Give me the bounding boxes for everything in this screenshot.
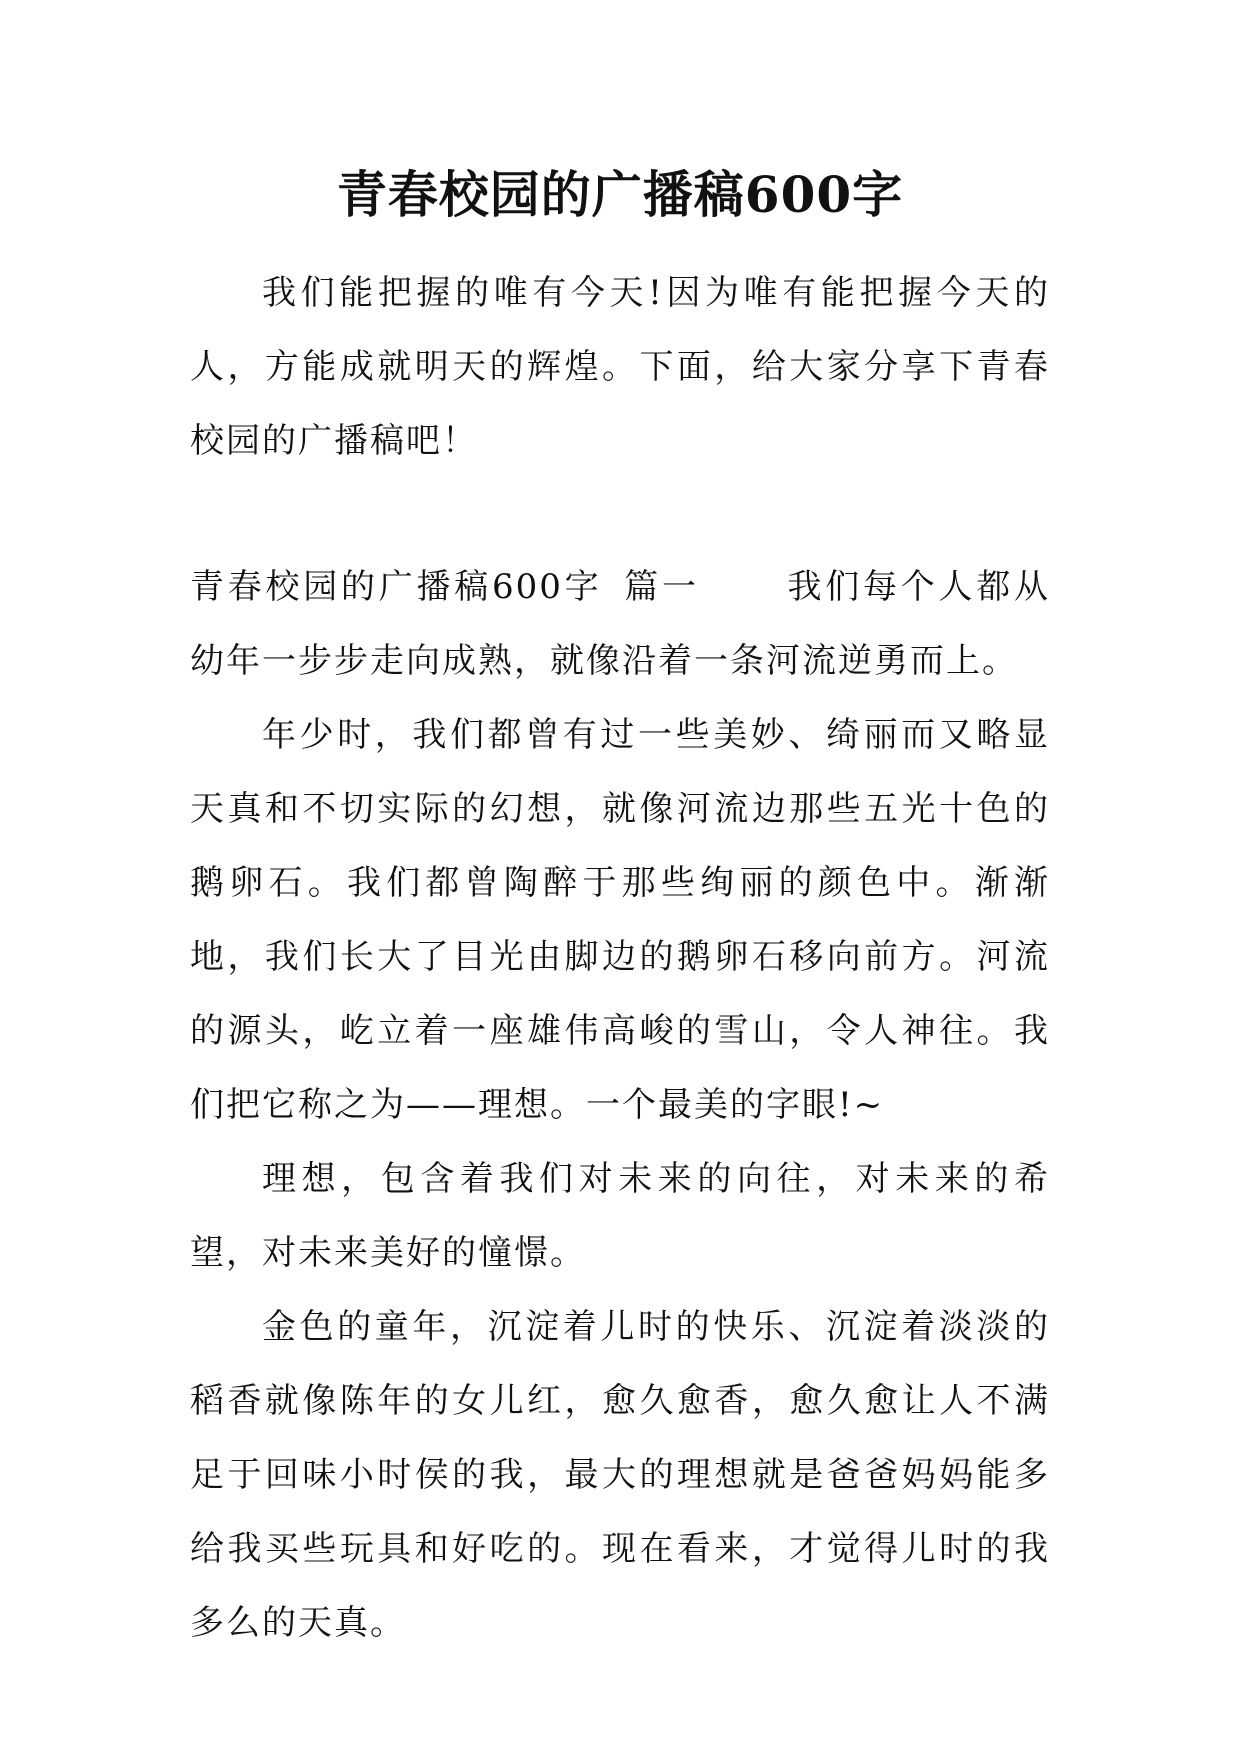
page-title: 青春校园的广播稿600字 (336, 165, 904, 224)
intro-paragraph: 我们能把握的唯有今天!因为唯有能把握今天的人，方能成就明天的辉煌。下面，给大家分享下青春校园的广播稿吧！ (190, 273, 1050, 461)
body-paragraph: 年少时，我们都曾有过一些美妙、绮丽而又略显天真和不切实际的幻想，就像河流边那些五光十色的鹅卵石。我们都曾陶醉于那些绚丽的颜色中。渐渐地，我们长大了目光由脚边的鹅卵石移向前方。河流的源头，屹立着一座雄伟高峻的雪山，令人神往。我们把它称之为——理想。一个最美的字眼!~ (190, 715, 1050, 1125)
section-paragraph (190, 550, 1050, 698)
body-paragraph: 金色的童年，沉淀着儿时的快乐、沉淀着淡淡的稻香就像陈年的女儿红，愈久愈香，愈久愈让人不满足于回味小时侯的我，最大的理想就是爸爸妈妈能多给我买些玩具和好吃的。现在看来，才觉得儿时的我多么的天真。 (190, 1307, 1050, 1643)
section-label: 篇一 (622, 567, 700, 607)
body-paragraph: 理想，包含着我们对未来的向往，对未来的希望，对未来美好的憧憬。 (190, 1159, 1050, 1273)
section-heading: 青春校园的广播稿600字 (190, 567, 603, 607)
section-text: 我们每个人都从幼年一步步走向成熟，就像沿着一条河流逆勇而上。 (190, 567, 1051, 681)
